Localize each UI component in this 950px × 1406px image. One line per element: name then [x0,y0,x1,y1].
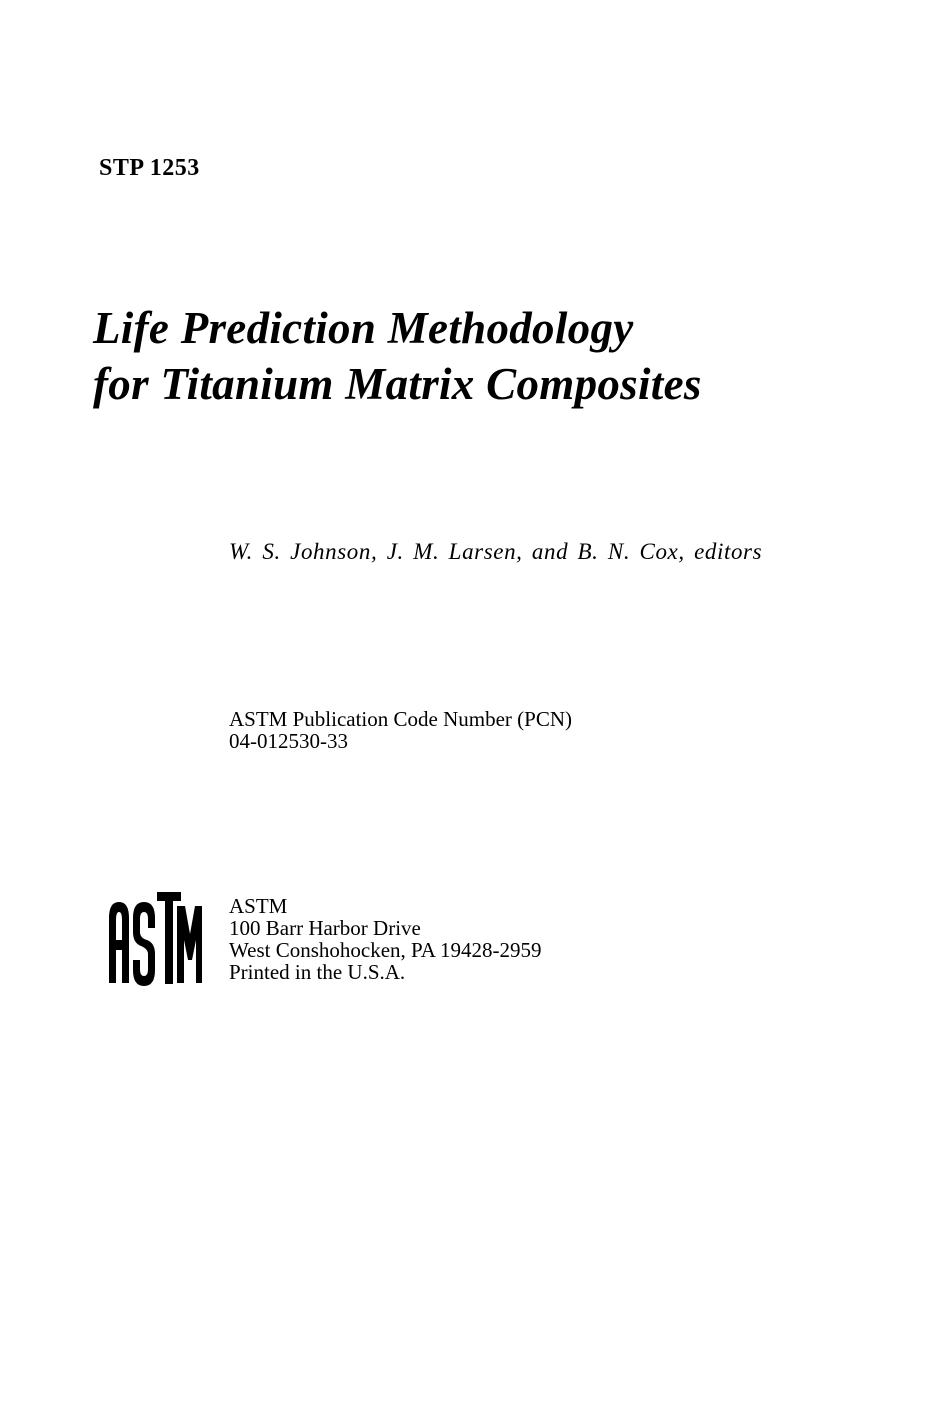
publisher-name: ASTM [229,894,288,918]
publisher-city: West Conshohocken, PA 19428-2959 [229,938,542,962]
editors-line: W. S. Johnson, J. M. Larsen, and B. N. Cox, editors [229,539,763,564]
title-line-1: Life Prediction Methodology [93,303,634,353]
printed-in: Printed in the U.S.A. [229,960,406,984]
pcn-label: ASTM Publication Code Number (PCN) [229,707,572,731]
astm-logo-icon [107,888,203,988]
series-label: STP 1253 [99,155,200,181]
publication-code-block [229,708,572,752]
pcn-number: 04-012530-33 [229,729,348,753]
publisher-street: 100 Barr Harbor Drive [229,916,421,940]
title-line-2: for Titanium Matrix Composites [93,359,702,409]
publisher-address [229,895,542,983]
book-title [93,300,702,412]
